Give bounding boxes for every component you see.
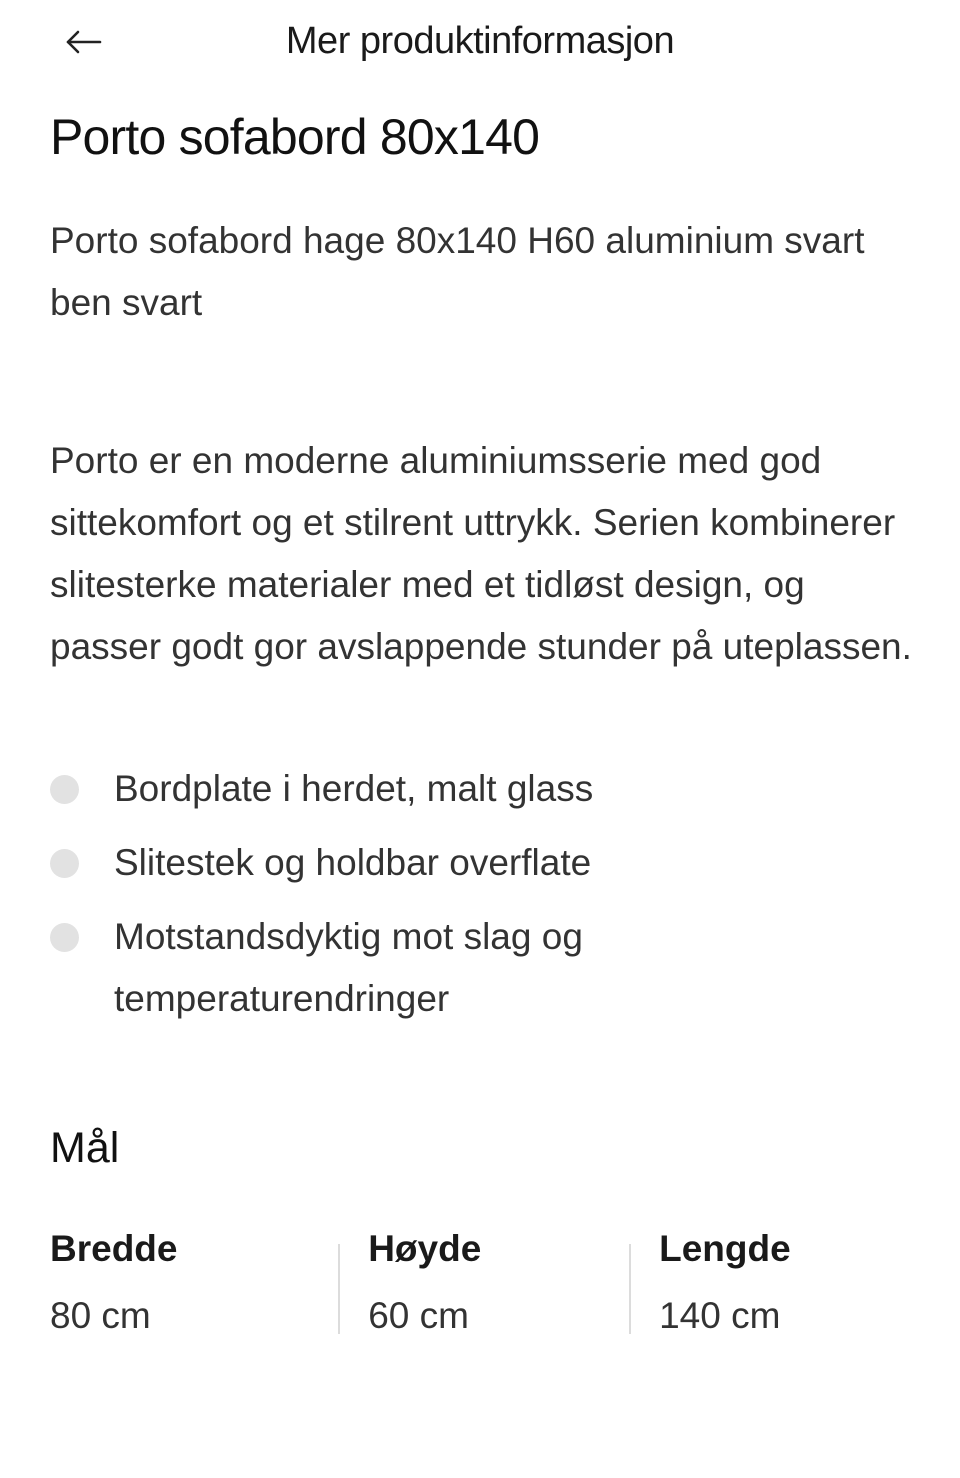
- dimension-height: [338, 1224, 629, 1341]
- feature-text: Motstandsdyktig mot slag og temperaturendringer: [114, 916, 583, 1019]
- dimension-label: Lengde: [659, 1228, 791, 1269]
- dimensions-heading: Mål: [50, 1124, 120, 1172]
- product-title: Porto sofabord 80x140: [50, 109, 540, 165]
- dimension-label: Høyde: [368, 1228, 482, 1269]
- bullet-icon: [50, 775, 79, 804]
- feature-item: [50, 832, 920, 894]
- page-title: Mer produktinformasjon: [285, 20, 675, 62]
- product-subtitle: Porto sofabord hage 80x140 H60 aluminium svart ben svart: [50, 220, 865, 323]
- feature-text: Slitestek og holdbar overflate: [114, 842, 592, 883]
- dimension-value: 140 cm: [659, 1295, 781, 1336]
- feature-item: [50, 758, 920, 820]
- dimension-length: [629, 1224, 920, 1341]
- feature-text: Bordplate i herdet, malt glass: [114, 768, 594, 809]
- dimension-label: Bredde: [50, 1228, 178, 1269]
- top-bar: [0, 0, 960, 90]
- dimension-value: 80 cm: [50, 1295, 151, 1336]
- bullet-icon: [50, 923, 79, 952]
- feature-list: [50, 758, 920, 1030]
- bullet-icon: [50, 849, 79, 878]
- dimension-width: [50, 1224, 338, 1341]
- dimensions-table: [50, 1224, 920, 1341]
- feature-item: [50, 906, 920, 1030]
- dimension-value: 60 cm: [368, 1295, 469, 1336]
- product-description: Porto er en moderne aluminiumsserie med god sittekomfort og et stilrent uttrykk. Serien kombinerer slitesterke materialer med et tidløst design, og passer godt gor avslappende stunder på uteplassen.: [50, 440, 912, 667]
- product-info: [50, 104, 920, 1341]
